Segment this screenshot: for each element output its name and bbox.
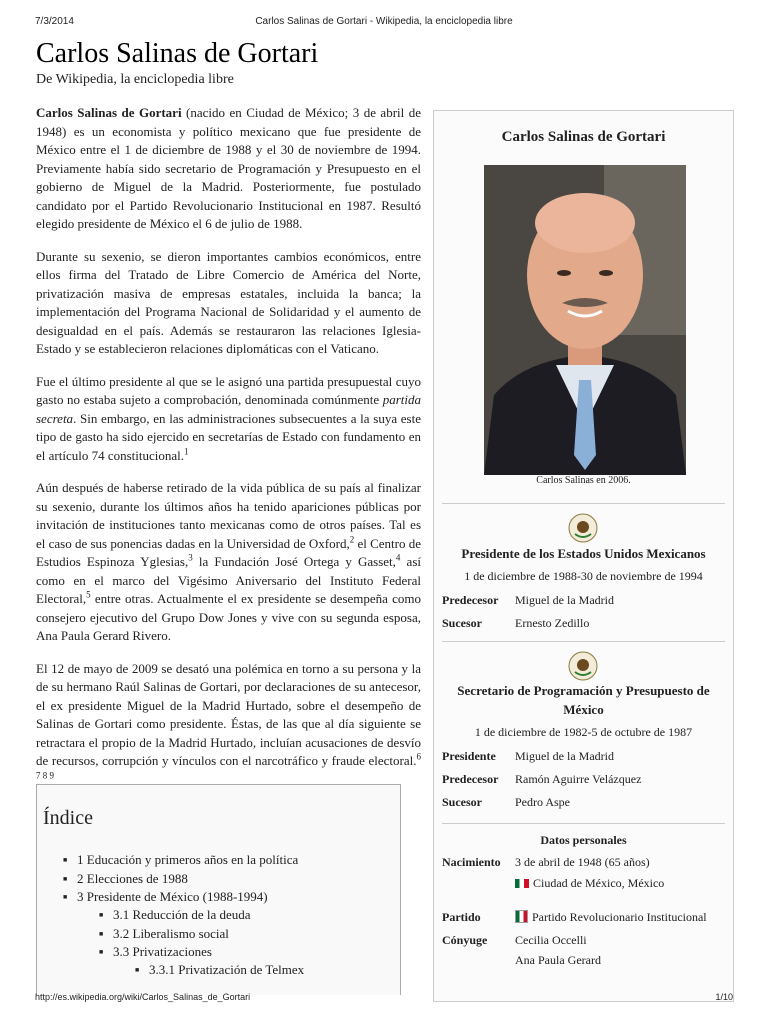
print-title: Carlos Salinas de Gortari - Wikipedia, la enciclopedia libre xyxy=(255,16,513,27)
value-link[interactable]: Ernesto Zedillo xyxy=(515,616,590,630)
paragraph-3 xyxy=(36,373,421,466)
print-date: 7/3/2014 xyxy=(35,16,74,27)
toc-item[interactable]: ■ 1 Educación y primeros años en la política xyxy=(63,851,298,870)
print-header xyxy=(35,16,733,30)
label: Nacimiento xyxy=(442,855,501,869)
spouse-1[interactable]: Cecilia Occelli xyxy=(515,933,587,947)
photo-caption: Carlos Salinas en 2006. xyxy=(536,475,631,486)
party xyxy=(515,908,707,926)
paragraph-5 xyxy=(36,660,421,790)
toc-level-1 xyxy=(63,851,298,907)
label: Sucesor xyxy=(442,616,482,630)
ref-link[interactable]: 4 xyxy=(395,552,401,563)
page-number: 1/10 xyxy=(715,992,733,1002)
office-2-title: Secretario de Programación y Presupuesto de México xyxy=(457,683,710,717)
page-title: Carlos Salinas de Gortari xyxy=(36,38,319,69)
table-of-contents xyxy=(36,784,401,995)
print-footer xyxy=(35,992,733,1004)
toc-item[interactable]: ■ 3.3.1 Privatización de Telmex xyxy=(135,961,304,980)
party-link[interactable]: Partido Revolucionario Institucional xyxy=(532,910,707,924)
label: Partido xyxy=(442,910,481,924)
label: Sucesor xyxy=(442,795,482,809)
p4-text-b: el Centro de Estudios Espinoza Yglesias, xyxy=(36,535,422,569)
ref-link[interactable]: 6 7 8 9 xyxy=(36,751,421,781)
spouse-2: Ana Paula Gerard xyxy=(515,953,601,967)
value-link[interactable]: Ramón Aguirre Velázquez xyxy=(515,772,642,786)
portrait-image xyxy=(484,165,686,475)
page-url: http://es.wikipedia.org/wiki/Carlos_Salinas_de_Gortari xyxy=(35,992,251,1002)
paragraph-4 xyxy=(36,479,421,646)
divider xyxy=(442,823,725,824)
toc-item[interactable]: ■ 3.1 Reducción de la deuda xyxy=(99,906,251,925)
office-1-dates: 1 de diciembre de 1988-30 de noviembre de 1994 xyxy=(464,569,703,583)
value-link[interactable]: Miguel de la Madrid xyxy=(515,749,614,763)
toc-item[interactable]: ■ 3 Presidente de México (1988-1994) xyxy=(63,888,298,907)
portrait-photo[interactable] xyxy=(484,165,686,475)
divider xyxy=(442,503,725,504)
toc-level-3 xyxy=(135,961,304,980)
label: Predecesor xyxy=(442,772,499,786)
ref-link[interactable]: 3 xyxy=(188,552,193,563)
coat-of-arms-icon xyxy=(568,651,598,681)
birth-place xyxy=(515,874,664,892)
pri-logo-icon xyxy=(515,910,528,923)
infobox xyxy=(433,110,734,1002)
toc-item[interactable]: ■ 2 Elecciones de 1988 xyxy=(63,870,298,889)
birth-place-link[interactable]: Ciudad de México, México xyxy=(533,876,665,890)
ref-link[interactable]: 1 xyxy=(184,446,189,457)
ref-link[interactable]: 2 xyxy=(349,534,355,545)
paragraph-1 xyxy=(36,104,421,234)
toc-title: Índice xyxy=(43,807,93,829)
p4-text-c: la Fundación José Ortega y Gasset, xyxy=(192,554,396,569)
subject-name: Carlos Salinas de Gortari xyxy=(36,105,182,120)
mexico-flag-icon xyxy=(515,879,529,888)
paragraph-2: Durante su sexenio, se dieron importantes cambios económicos, entre ellos firma del Tratado de Libre Comercio de América del Norte, privatización masiva de empresas estatales, incluida la banca; la implementación del Programa Nacional de Solidaridad y el aumento de desigualdad en el país. Además se restauraron las relaciones Iglesia-Estado y se establecieron relaciones diplomáticas con el Vaticano. xyxy=(36,248,421,356)
infobox-title: Carlos Salinas de Gortari xyxy=(501,129,666,145)
office-2-dates: 1 de diciembre de 1982-5 de octubre de 1987 xyxy=(474,725,693,739)
toc-item[interactable]: ■ 3.3 Privatizaciones xyxy=(99,943,251,962)
p1-text: (nacido en Ciudad de México; 3 de abril de 1948) es un economista y político mexicano que fue presidente de México entre el 1 de diciembre de 1988 y el 30 de noviembre de 1994. Previamente había sido secretario de Programación y Presupuesto en el gobierno de Miguel de la Madrid. Posteriormente, fue postulado candidato por el Partido Revolucionario Institucional en 1987. Resultó elegido presidente de México el 6 de julio de 1988. xyxy=(36,105,421,231)
p4-text-a: Aún después de haberse retirado de la vida pública de su país al finalizar su sexenio, durante los últimos años ha tenido apariciones públicas por invitación de instituciones tanto mexicanas como de otros países. Tal es el caso de sus ponencias dadas en la Universidad de Oxford, xyxy=(36,480,421,551)
coat-of-arms-icon xyxy=(568,513,598,543)
page-subtitle: De Wikipedia, la enciclopedia libre xyxy=(36,72,234,87)
p3-italic: partida secreta xyxy=(36,392,421,426)
article-body xyxy=(36,104,421,803)
office-1-title: Presidente de los Estados Unidos Mexicanos xyxy=(461,546,706,561)
value-link[interactable]: Pedro Aspe xyxy=(515,795,570,809)
personal-data-heading: Datos personales xyxy=(540,833,627,847)
ref-link[interactable]: 5 xyxy=(86,589,91,600)
p3-text-a: Fue el último presidente al que se le asignó una partida presupuestal cuyo gasto no estaba sujeto a comprobación, denominada comúnmente xyxy=(36,373,421,407)
label: Predecesor xyxy=(442,593,499,607)
p4-text-e: entre otras. Actualmente el ex presidente se desempeña como consejero ejecutivo del Grupo Dow Jones y vive con su segunda esposa, Ana Paula Gerard Rivero. xyxy=(36,591,421,643)
p4-text-d: así como en el marco del Vigésimo Aniversario del Instituto Federal Electoral, xyxy=(36,554,421,606)
p5-text: El 12 de mayo de 2009 se desató una polémica en torno a su persona y la de su hermano Raúl Salinas de Gortari, por declaraciones de su antecesor, el ex presidente Miguel de la Madrid Hurtado, sobre el desempeño de Salinas de Gortari como presidente. Éstas, de las que al día siguiente se retractara el propio de la Madrid Hurtado, incluían acusaciones de desvío de recursos, corrupción y vínculos con el narcotráfico y fraude electoral. xyxy=(36,660,421,768)
toc-item[interactable]: ■ 3.2 Liberalismo social xyxy=(99,925,251,944)
label: Presidente xyxy=(442,749,496,763)
p3-text-b: . Sin embargo, en las administraciones subsecuentes a la suya este tipo de gasto ha sido ejercido en secretarías de Estado con fundamento en el artículo 74 constitucional. xyxy=(36,410,421,463)
value-link[interactable]: Miguel de la Madrid xyxy=(515,593,614,607)
label: Cónyuge xyxy=(442,933,488,947)
birth-date: 3 de abril de 1948 (65 años) xyxy=(515,855,650,869)
divider xyxy=(442,641,725,642)
toc-level-2 xyxy=(99,906,251,962)
